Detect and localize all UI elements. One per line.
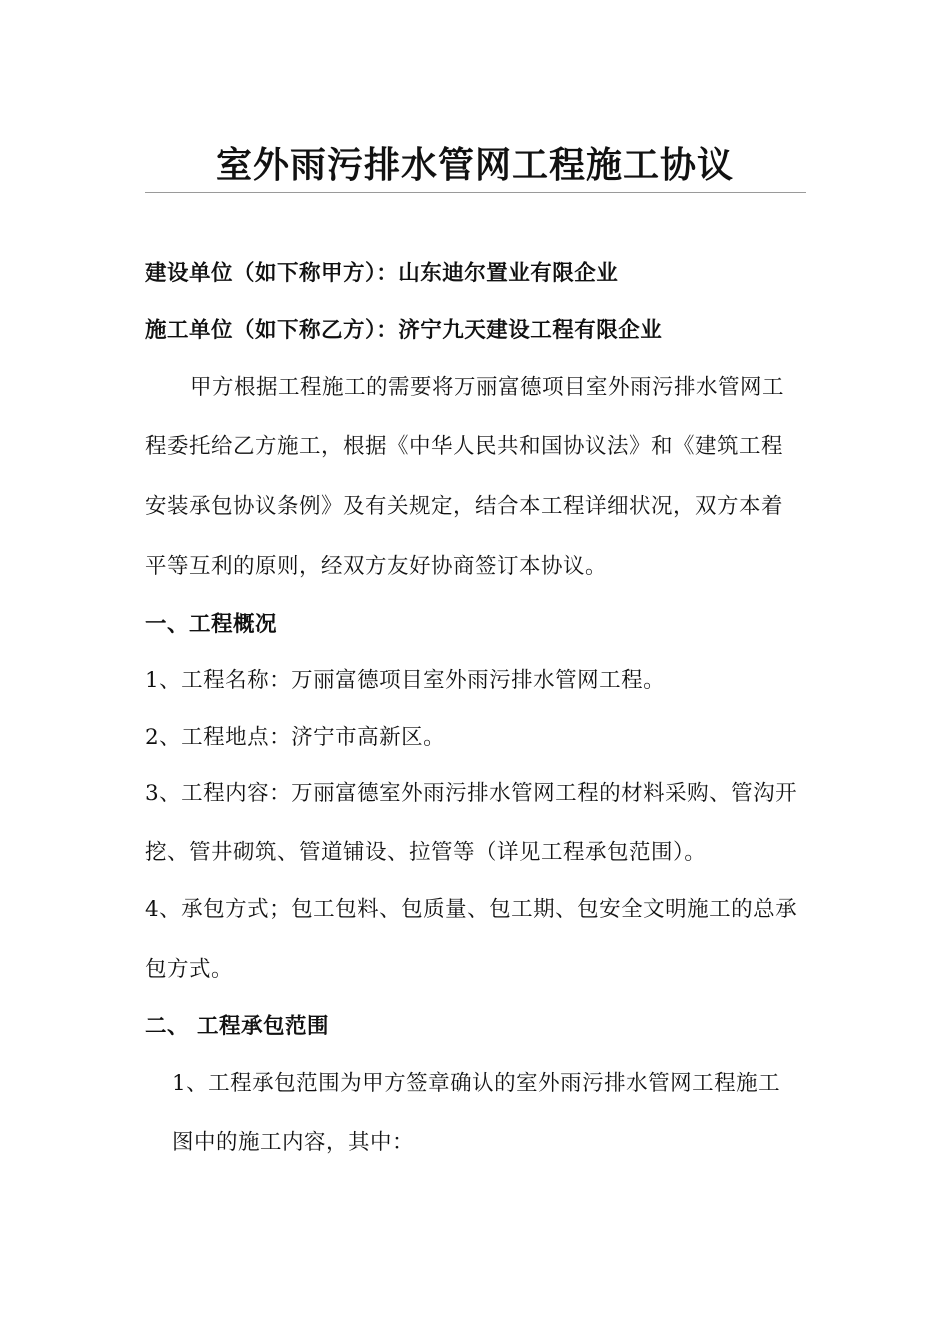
section-2-item-1-line-1: 1、工程承包范围为甲方签章确认的室外雨污排水管网工程施工 bbox=[172, 1071, 781, 1096]
section-1-item-3-line-2: 挖、管井砌筑、管道铺设、拉管等（详见工程承包范围）。 bbox=[145, 840, 707, 865]
section-1-item-1: 1、工程名称：万丽富德项目室外雨污排水管网工程。 bbox=[145, 668, 666, 693]
intro-line-3: 安装承包协议条例》及有关规定，结合本工程详细状况，双方本着 bbox=[145, 494, 784, 519]
section-2-heading: 二、 工程承包范围 bbox=[145, 1014, 329, 1039]
intro-line-2: 程委托给乙方施工，根据《中华人民共和国协议法》和《建筑工程 bbox=[145, 434, 784, 459]
party-a-line: 建设单位（如下称甲方）：山东迪尔置业有限企业 bbox=[145, 261, 619, 286]
section-2-item-1-line-2: 图中的施工内容，其中： bbox=[172, 1130, 415, 1155]
section-1-item-4-line-1: 4、承包方式；包工包料、包质量、包工期、包安全文明施工的总承 bbox=[145, 897, 798, 922]
intro-line-1: 甲方根据工程施工的需要将万丽富德项目室外雨污排水管网工 bbox=[190, 375, 785, 400]
section-1-item-4-line-2: 包方式。 bbox=[145, 957, 234, 982]
section-1-item-3-line-1: 3、工程内容：万丽富德室外雨污排水管网工程的材料采购、管沟开 bbox=[145, 781, 798, 806]
section-1-heading: 一、工程概况 bbox=[145, 612, 278, 637]
intro-line-4: 平等互利的原则，经双方友好协商签订本协议。 bbox=[145, 554, 608, 579]
section-1-item-2: 2、工程地点：济宁市高新区。 bbox=[145, 725, 446, 750]
document-title: 室外雨污排水管网工程施工协议 bbox=[215, 145, 734, 186]
party-b-line: 施工单位（如下称乙方）：济宁九天建设工程有限企业 bbox=[145, 318, 663, 343]
title-underline bbox=[145, 192, 806, 193]
